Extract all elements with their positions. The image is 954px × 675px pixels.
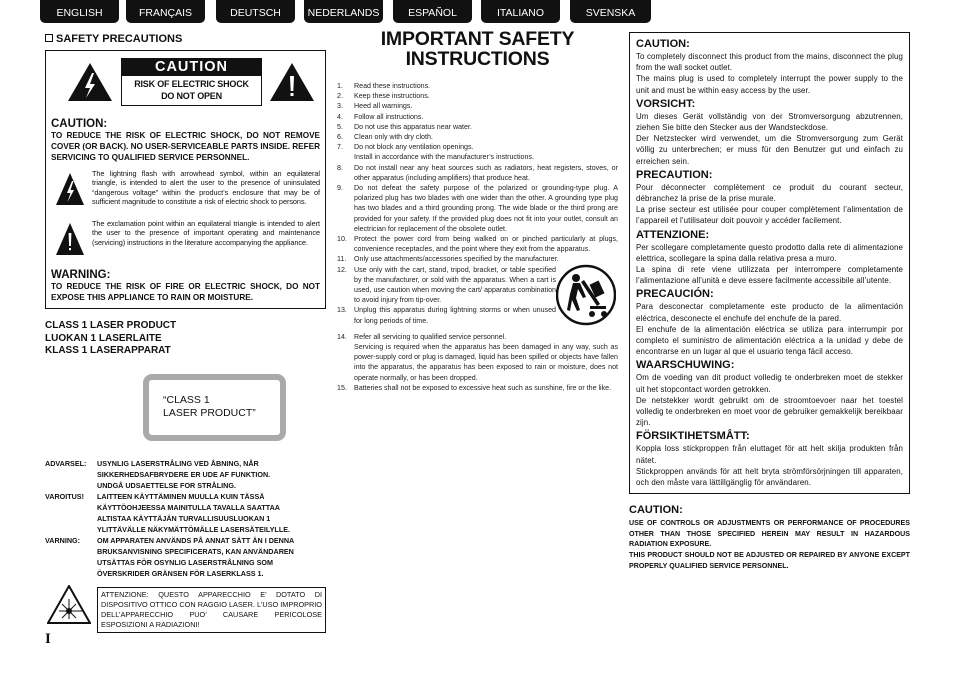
electric-shock-warning-icon xyxy=(67,62,113,102)
list-item: 3. Heed all warnings. xyxy=(337,102,413,111)
instructions-list xyxy=(337,81,618,393)
caution-label-box xyxy=(121,58,262,106)
exclamation-explanation: The exclamation point within an equilateral triangle is intended to alert the user to the presence of important operating and maintenance (servicing) instructions in the literature accompanying the appliance. xyxy=(51,219,320,265)
tab-svenska[interactable]: SVENSKA xyxy=(570,0,651,23)
caution-es-heading: PRECAUCIÓN: xyxy=(636,288,714,301)
caution-sv-heading: FÖRSIKTIHETSMÅTT: xyxy=(636,430,750,443)
list-item: 9. Do not defeat the safety purpose of the polarized or grounding-type plug. A polarized plug has two blades with one wider than the other. A grounding type plug has two blades and a third grounding prong. The wide blade or the third prong are provided for your safety. If the provided plug does not fit into your outlet, consult an electrician for replacement of the obsolete outlet. xyxy=(337,184,618,233)
list-item: 14. Refer all servicing to qualified service personnel. Servicing is required when the apparatus has been damaged in any way, such as power-supply cord or plug is damaged, liquid has been spilled or objects have fallen into the apparatus, the apparatus has been exposed to rain or moisture, does not operate normally, or has been dropped. xyxy=(337,332,618,382)
tab-espanol[interactable]: ESPAÑOL xyxy=(393,0,472,23)
list-item: 15. Batteries shall not be exposed to excessive heat such as sunshine, fire or the like. xyxy=(337,383,612,392)
list-item: 4. Follow all instructions. xyxy=(337,112,424,121)
laser-caution-heading: CAUTION: xyxy=(629,504,683,517)
page-number: I xyxy=(45,631,51,647)
tab-deutsch[interactable]: DEUTSCH xyxy=(216,0,295,23)
section-title: SAFETY PRECAUTIONS xyxy=(45,33,326,45)
list-item: 13. Unplug this apparatus during lightning storms or when unused for long periods of time. xyxy=(337,306,556,325)
caution-de-heading: VORSICHT: xyxy=(636,97,696,110)
tab-english[interactable]: ENGLISH xyxy=(40,0,119,23)
varoitus-row: VAROITUS! LAITTEEN KÄYTTÄMINEN MUULLA KUIN TÄSSÄ KÄYTTÖOHJEESSA MAINITULLA TAVALLA SAATTAA ALTISTAA KÄYTTÄJÄN TURVALLISUUSLUOKAN 1 YLITTÄVÄLLE NÄKYMÄTTÖMÄLLE LASERSÄTEILYLLE. xyxy=(45,491,290,534)
caution-fr-heading: PRECAUTION: xyxy=(636,168,713,181)
tab-francais[interactable]: FRANÇAIS xyxy=(126,0,205,23)
list-item: 8. Do not install near any heat sources such as radiators, heat registers, stoves, or other apparatus (including amplifiers) that produce heat. xyxy=(337,163,618,182)
laser-caution: CAUTION: USE OF CONTROLS OR ADJUSTMENTS OR PERFORMANCE OF PROCEDURES OTHER THAN THOSE SPECIFIED HEREIN MAY RESULT IN HAZARDOUS RADIATION EXPOSURE. THIS PRODUCT SHOULD NOT BE ADJUSTED OR REPAIRED BY ANYONE EXCEPT PROPERLY QUALIFIED SERVICE PERSONNEL. xyxy=(629,504,910,570)
caution-text: TO REDUCE THE RISK OF ELECTRIC SHOCK, DO NOT REMOVE COVER (OR BACK). NO USER-SERVICEABLE PARTS INSIDE. REFER SERVICING TO QUALIFIED SERVICE PERSONNEL. xyxy=(51,131,320,162)
italian-laser-warning: ATTENZIONE: QUESTO APPARECCHIO E’ DOTATO DI DISPOSITIVO OTTICO CON RAGGIO LASER. L’USO IMPROPRIO DELL’APPARECCHIO PUO’ CAUSARE PERICOLOSE ESPOSIZIONI A RADIAZIONI! xyxy=(45,585,326,631)
class1-laser-label: “CLASS 1 LASER PRODUCT” xyxy=(143,374,286,441)
list-item: 7. Do not block any ventilation openings. Install in accordance with the manufacturer’s instructions. xyxy=(337,143,534,162)
exclamation-triangle-icon xyxy=(55,222,85,256)
caution-panel xyxy=(45,50,326,309)
cart-tipover-warning-icon xyxy=(556,264,616,326)
caution-risk: RISK OF ELECTRIC SHOCK DO NOT OPEN xyxy=(134,79,249,101)
important-safety-instructions-column xyxy=(337,29,618,393)
safety-precautions-column xyxy=(45,33,326,631)
caution-en-heading: CAUTION: xyxy=(636,38,690,50)
tab-nederlands[interactable]: NEDERLANDS xyxy=(304,0,383,23)
varning-row: VARNING: OM APPARATEN ANVÄNDS PÅ ANNAT SÄTT ÄN I DENNA BRUKSANVISNING SPECIFICERATS, KAN ANVÄNDAREN UTSÄTTAS FÖR OSYNLIG LASERSTRÅLNING SOM ÖVERSKRIDER GRÄNSEN FÖR LASERKLASS 1. xyxy=(45,535,295,578)
list-item: 1. Read these instructions. xyxy=(337,82,431,90)
power-disconnect-column xyxy=(629,32,910,571)
caution-word: CAUTION xyxy=(122,59,261,76)
tab-italiano[interactable]: ITALIANO xyxy=(481,0,560,23)
nordic-laser-warnings xyxy=(45,458,326,579)
lightning-explanation: The lightning flash with arrowhead symbol, within an equilateral triangle, is intended to alert the user to the presence of uninsulated “dangerous voltage” within the product’s enclosure that may be of sufficient magnitude to constitute a risk of electric shock to persons. xyxy=(51,169,320,215)
multilingual-caution-panel: CAUTION: To completely disconnect this product from the mains, disconnect the plug from the wall socket outlet. The mains plug is used to completely interrupt the power supply to the unit and must be within easy access by the user. VORSICHT: Um dieses Gerät vollständig von der Stromversorgung abzutrennen, ziehen Sie bitte den Stecker aus der Wandsteckdose. Der Netzstecker wird verwendet, um die Stromversorgung zum Gerät völlig zu unterbrechen; er muss für den Benutzer gut und einfach zu erreichen sein. PRECAUTION: Pour déconnecter complètement ce produit du courant secteur, débranchez la prise de la prise murale. La prise secteur est utilisée pour couper complètement l’alimentation de l’appareil et l’utilisateur doit pouvoir y accéder facilement. ATTENZIONE: Per scollegare completamente questo prodotto dalla rete di alimentazione elettrica, scollegare la spina dalla relativa presa a muro. La spina di rete viene utilizzata per interrompere completamente l’alimentazione all’unità e deve essere facilmente accessibile all’utente. PRECAUCIÓN: Para desconectar completamente este producto de la alimentación eléctrica, desconecte el enchufe del enchufe de la pared. El enchufe de la alimentación eléctrica se utiliza para interrumpir por completo el suministro de alimentación eléctrica a la unidad y debe de encontrarse en un lugar al que el usuario tenga fácil acceso. WAARSCHUWING: Om de voeding van dit product volledig te onderbreken moet de stekker uit het stopcontact worden getrokken. De netstekker wordt gebruikt om de stroomtoevoer naar het toestel volledig te onderbreken en moet voor de gebruiker gemakkelijk bereikbaar zijn. FÖRSIKTIHETSMÅTT: Koppla loss stickproppen från eluttaget för att helt skilja produkten från nätet. Stickproppen används för att helt bryta strömförsörjningen till apparaten, och den måste vara lättillgänglig för användaren. xyxy=(629,32,910,494)
language-tabs xyxy=(40,0,651,23)
caution-nl-heading: WAARSCHUWING: xyxy=(636,359,735,372)
list-item: 11. Only use attachments/accessories specified by the manufacturer. xyxy=(337,255,559,264)
exclamation-warning-icon xyxy=(269,62,315,102)
warning-heading: WARNING: xyxy=(51,269,111,281)
checkbox-square-icon xyxy=(45,34,53,42)
list-item: 10. Protect the power cord from being walked on or pinched particularly at plugs, convenience receptacles, and the point where they exit from the apparatus. xyxy=(337,235,618,254)
list-item: 2. Keep these instructions. xyxy=(337,92,430,101)
list-item: 12. Use only with the cart, stand, tripod, bracket, or table specified by the manufacturer, or sold with the apparatus. When a cart is used, use caution when moving the cart/ apparatus combination to avoid injury from tip-over. xyxy=(337,265,556,305)
advarsel-row: ADVARSEL: USYNLIG LASERSTRÅLING VED ÅBNING, NÅR SIKKERHEDSAFBRYDERE ER UDE AF FUNKTION. UNDGÅ UDSAETTELSE FOR STRÅLING. xyxy=(45,458,271,490)
laser-class-lines: CLASS 1 LASER PRODUCT LUOKAN 1 LASERLAITE KLASS 1 LASERAPPARAT xyxy=(45,320,177,356)
caution-header xyxy=(51,55,320,115)
page-title: IMPORTANT SAFETY INSTRUCTIONS xyxy=(380,28,575,70)
caution-it-heading: ATTENZIONE: xyxy=(636,228,710,241)
list-item: 5. Do not use this apparatus near water. xyxy=(337,122,472,131)
caution-heading: CAUTION: xyxy=(51,118,108,130)
warning-text: TO REDUCE THE RISK OF FIRE OR ELECTRIC SHOCK, DO NOT EXPOSE THIS APPLIANCE TO RAIN OR MOISTURE. xyxy=(51,282,320,302)
list-item: 6. Clean only with dry cloth. xyxy=(337,133,433,142)
lightning-triangle-icon xyxy=(55,172,85,206)
laser-radiation-icon xyxy=(47,585,91,625)
